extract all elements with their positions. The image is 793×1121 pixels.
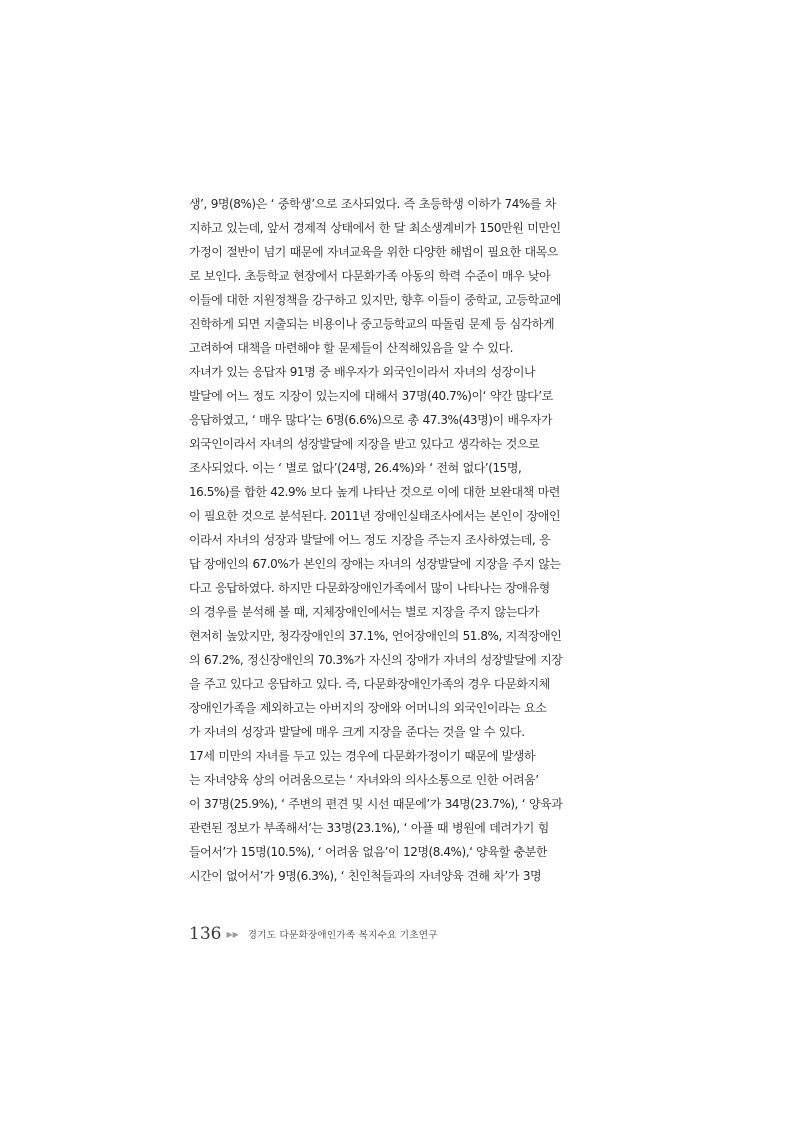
body-line: 관련된 정보가 부족해서’는 33명(23.1%), ‘ 아플 때 병원에 데려가기 힘 — [189, 821, 549, 835]
body-line: 시간이 없어서’가 9명(6.3%), ‘ 친인척들과의 자녀양육 견해 차’가 3명 — [189, 869, 542, 883]
body-line: 이들에 대한 지원정책을 강구하고 있지만, 향후 이들이 중학교, 고등학교에 — [189, 293, 561, 307]
body-line: 이 37명(25.9%), ‘ 주변의 편견 및 시선 때문에’가 34명(23.7%), ‘ 양육과 — [189, 797, 563, 811]
body-line: 지하고 있는데, 앞서 경제적 상태에서 한 달 최소생계비가 150만원 미만인 — [189, 221, 561, 235]
page-number: 136 — [189, 924, 222, 944]
body-text — [189, 192, 611, 888]
body-line: 의 67.2%, 정신장애인의 70.3%가 자신의 장애가 자녀의 성장발달에 지장 — [189, 653, 563, 667]
body-line: 이 필요한 것으로 분석된다. 2011년 장애인실태조사에서는 본인이 장애인 — [189, 509, 561, 523]
body-line: 생’, 9명(8%)은 ‘ 중학생’으로 조사되었다. 즉 초등학생 이하가 74%를 차 — [189, 197, 556, 211]
running-footer-title: 경기도 다문화장애인가족 복지수요 기초연구 — [247, 930, 438, 941]
body-line: 다고 응답하였다. 하지만 다문화장애인가족에서 많이 나타나는 장애유형 — [189, 581, 550, 595]
body-line: 로 보인다. 초등학교 현장에서 다문화가족 아동의 학력 수준이 매우 낮아 — [189, 269, 551, 283]
body-line: 17세 미만의 자녀를 두고 있는 경우에 다문화가정이기 때문에 발생하 — [189, 749, 536, 763]
body-line: 자녀가 있는 응답자 91명 중 배우자가 외국인이라서 자녀의 성장이나 — [189, 365, 536, 379]
body-line: 는 자녀양육 상의 어려움으로는 ‘ 자녀와의 의사소통으로 인한 어려움’ — [189, 773, 539, 787]
body-line: 가 자녀의 성장과 발달에 매우 크게 지장을 준다는 것을 알 수 있다. — [189, 725, 525, 739]
body-line: 외국인이라서 자녀의 성장발달에 지장을 받고 있다고 생각하는 것으로 — [189, 437, 540, 451]
body-line: 진학하게 되면 지출되는 비용이나 중고등학교의 따돌림 문제 등 심각하게 — [189, 317, 555, 331]
body-line: 조사되었다. 이는 ‘ 별로 없다’(24명, 26.4%)와 ‘ 전혀 없다’(15명, — [189, 461, 522, 475]
body-line: 현저히 높았지만, 청각장애인의 37.1%, 언어장애인의 51.8%, 지적장애인 — [189, 629, 562, 643]
body-line: 의 경우를 분석해 볼 때, 지체장애인에서는 별로 지장을 주지 않는다가 — [189, 605, 540, 619]
body-line: 이라서 자녀의 성장과 발달에 어느 정도 지장을 주는지 조사하였는데, 응 — [189, 533, 551, 547]
body-line: 16.5%)를 합한 42.9% 보다 높게 나타난 것으로 이에 대한 보완대책 마련 — [189, 485, 560, 499]
body-line: 을 주고 있다고 응답하고 있다. 즉, 다문화장애인가족의 경우 다문화지체 — [189, 677, 550, 691]
double-arrow-icon: ▶▶ — [226, 929, 239, 939]
body-line: 장애인가족을 제외하고는 아버지의 장애와 어머니의 외국인이라는 요소 — [189, 701, 547, 715]
body-line: 답 장애인의 67.0%가 본인의 장애는 자녀의 성장발달에 지장을 주지 않는 — [189, 557, 561, 571]
body-line: 고려하여 대책을 마련해야 할 문제들이 산적해있음을 알 수 있다. — [189, 341, 513, 355]
page-footer — [189, 922, 438, 946]
body-line: 가정이 절반이 넘기 때문에 자녀교육을 위한 다양한 해법이 필요한 대목으 — [189, 245, 559, 259]
body-line: 응답하였고, ‘ 매우 많다’는 6명(6.6%)으로 총 47.3%(43명)이 배우자가 — [189, 413, 553, 427]
body-line: 발달에 어느 정도 지장이 있는지에 대해서 37명(40.7%)이‘ 약간 많다’로 — [189, 389, 553, 403]
body-line: 들어서’가 15명(10.5%), ‘ 어려움 없음’이 12명(8.4%),‘ 양육할 충분한 — [189, 845, 548, 859]
